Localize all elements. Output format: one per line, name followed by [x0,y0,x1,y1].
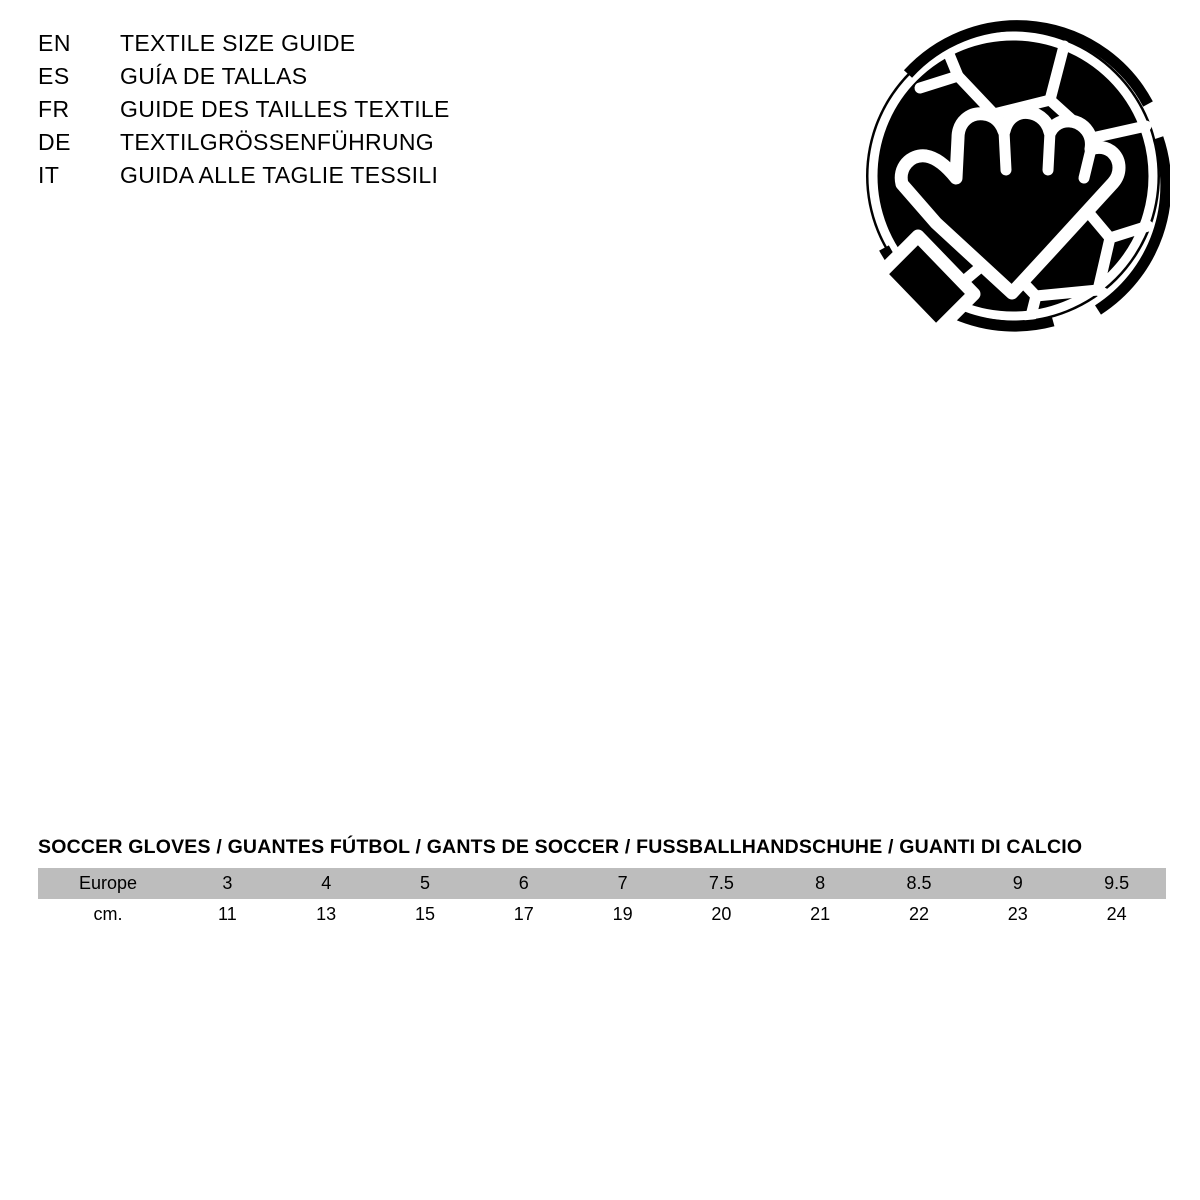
legend-row [38,30,678,63]
legend-language-code: ES [38,63,70,89]
legend-language-code: FR [38,96,70,122]
table-cell: 8 [771,868,870,899]
table-cell: 19 [573,899,672,930]
legend-row [38,96,678,129]
legend-row [38,129,678,162]
table-cell: 22 [870,899,969,930]
table-cell: 20 [672,899,771,930]
legend-language-text: TEXTILGRÖSSENFÜHRUNG [120,129,434,155]
table-cell: 5 [376,868,475,899]
table-cell: 24 [1067,899,1166,930]
row-label-cm: cm. [38,899,178,930]
table-cell: 9 [968,868,1067,899]
legend-language-code: DE [38,129,71,155]
table-cell: 8.5 [870,868,969,899]
legend-language-text: GUIDE DES TAILLES TEXTILE [120,96,450,122]
table-cell: 7 [573,868,672,899]
table-cell: 17 [474,899,573,930]
table-row [38,899,1166,930]
table-cell: 21 [771,899,870,930]
table-cell: 4 [277,868,376,899]
legend-language-code: IT [38,162,60,188]
table-cell: 7.5 [672,868,771,899]
table-cell: 15 [376,899,475,930]
size-table-block [38,836,1166,930]
table-cell: 23 [968,899,1067,930]
size-table [38,868,1166,930]
language-legend [38,30,678,195]
table-cell: 3 [178,868,277,899]
legend-row [38,162,678,195]
legend-language-text: TEXTILE SIZE GUIDE [120,30,356,56]
soccer-glove-ball-icon [798,18,1170,373]
legend-language-text: GUIDA ALLE TAGLIE TESSILI [120,162,439,188]
table-cell: 6 [474,868,573,899]
size-table-caption: SOCCER GLOVES / GUANTES FÚTBOL / GANTS DE SOCCER / FUSSBALLHANDSCHUHE / GUANTI DI CALCIO [38,836,1083,858]
legend-language-text: GUÍA DE TALLAS [120,63,308,89]
table-cell: 9.5 [1067,868,1166,899]
table-cell: 13 [277,899,376,930]
table-row [38,868,1166,899]
row-label-europe: Europe [38,868,178,899]
legend-row [38,63,678,96]
table-cell: 11 [178,899,277,930]
legend-language-code: EN [38,30,71,56]
